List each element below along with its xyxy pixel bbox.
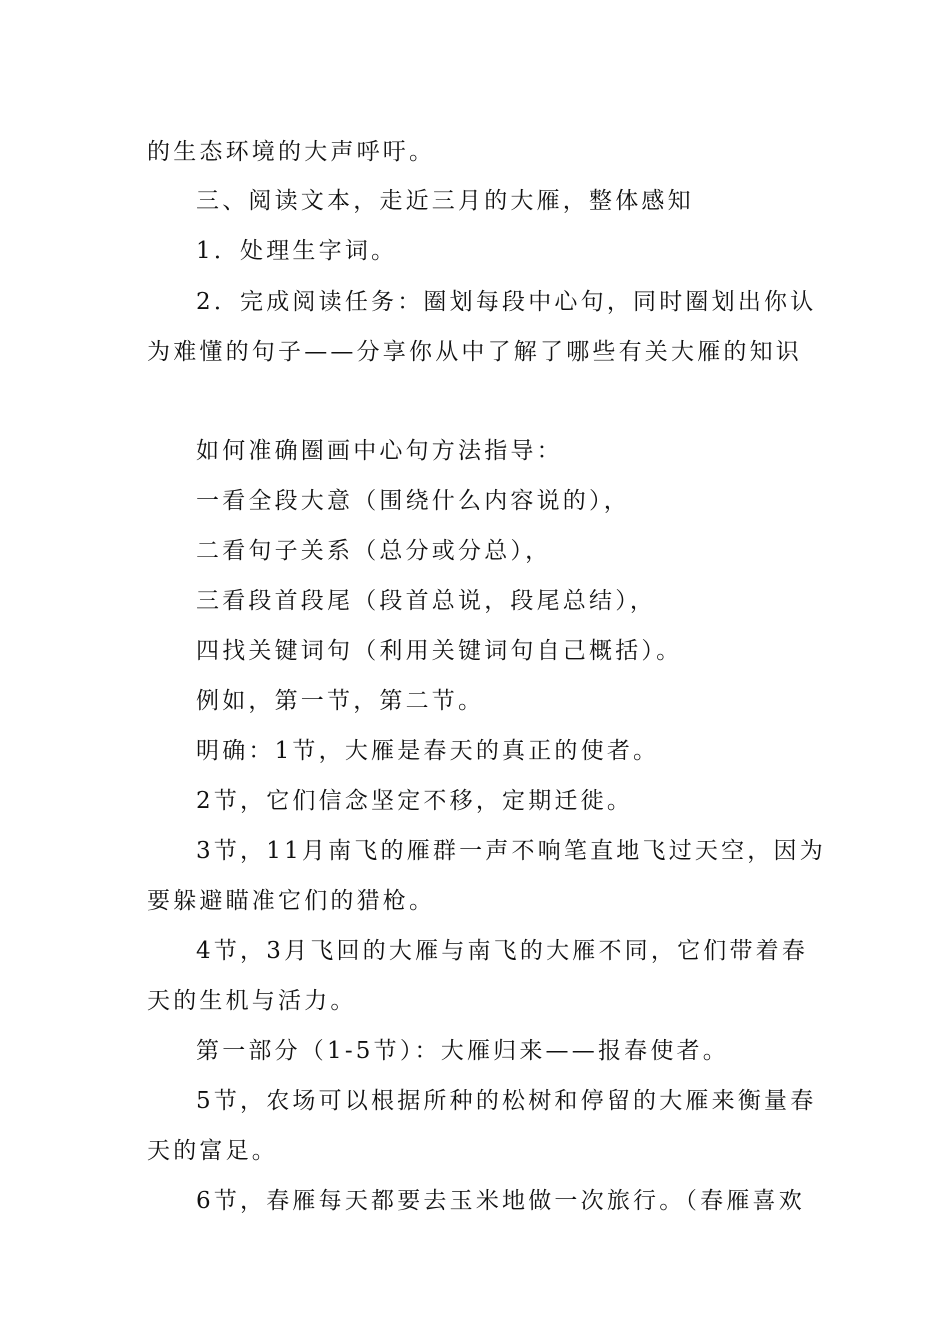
- section-heading: 三、阅读文本，走近三月的大雁，整体感知: [196, 188, 694, 214]
- list-item: 1．处理生字词。: [196, 238, 398, 264]
- text-line: 天的富足。: [147, 1138, 278, 1164]
- text-line: 为难懂的句子——分享你从中了解了哪些有关大雁的知识: [147, 339, 802, 365]
- text-line: 第一部分（1-5节）：大雁归来——报春使者。: [196, 1038, 729, 1064]
- text-line: 如何准确圈画中心句方法指导：: [196, 438, 563, 464]
- text-line: 3节，11月南飞的雁群一声不响笔直地飞过天空，因为: [196, 838, 826, 864]
- text-line: 一看全段大意（围绕什么内容说的），: [196, 488, 630, 514]
- text-line: 4节，3月飞回的大雁与南飞的大雁不同，它们带着春: [196, 938, 809, 964]
- text-line: 明确：1节，大雁是春天的真正的使者。: [196, 738, 660, 764]
- text-line: 要躲避瞄准它们的猎枪。: [147, 888, 436, 914]
- list-item: 2．完成阅读任务：圈划每段中心句，同时圈划出你认: [196, 289, 817, 315]
- text-line: 三看段首段尾（段首总说，段尾总结），: [196, 588, 657, 614]
- text-line: 的生态环境的大声呼吁。: [147, 139, 436, 165]
- text-line: 2节，它们信念坚定不移，定期迁徙。: [196, 788, 634, 814]
- text-line: 四找关键词句（利用关键词句自己概括）。: [196, 638, 683, 664]
- text-line: 例如，第一节，第二节。: [196, 688, 485, 714]
- text-line: 二看句子关系（总分或分总），: [196, 538, 552, 564]
- text-line: 5节，农场可以根据所种的松树和停留的大雁来衡量春: [196, 1088, 817, 1114]
- text-line: 天的生机与活力。: [147, 988, 357, 1014]
- text-line: 6节，春雁每天都要去玉米地做一次旅行。（春雁喜欢: [196, 1188, 805, 1214]
